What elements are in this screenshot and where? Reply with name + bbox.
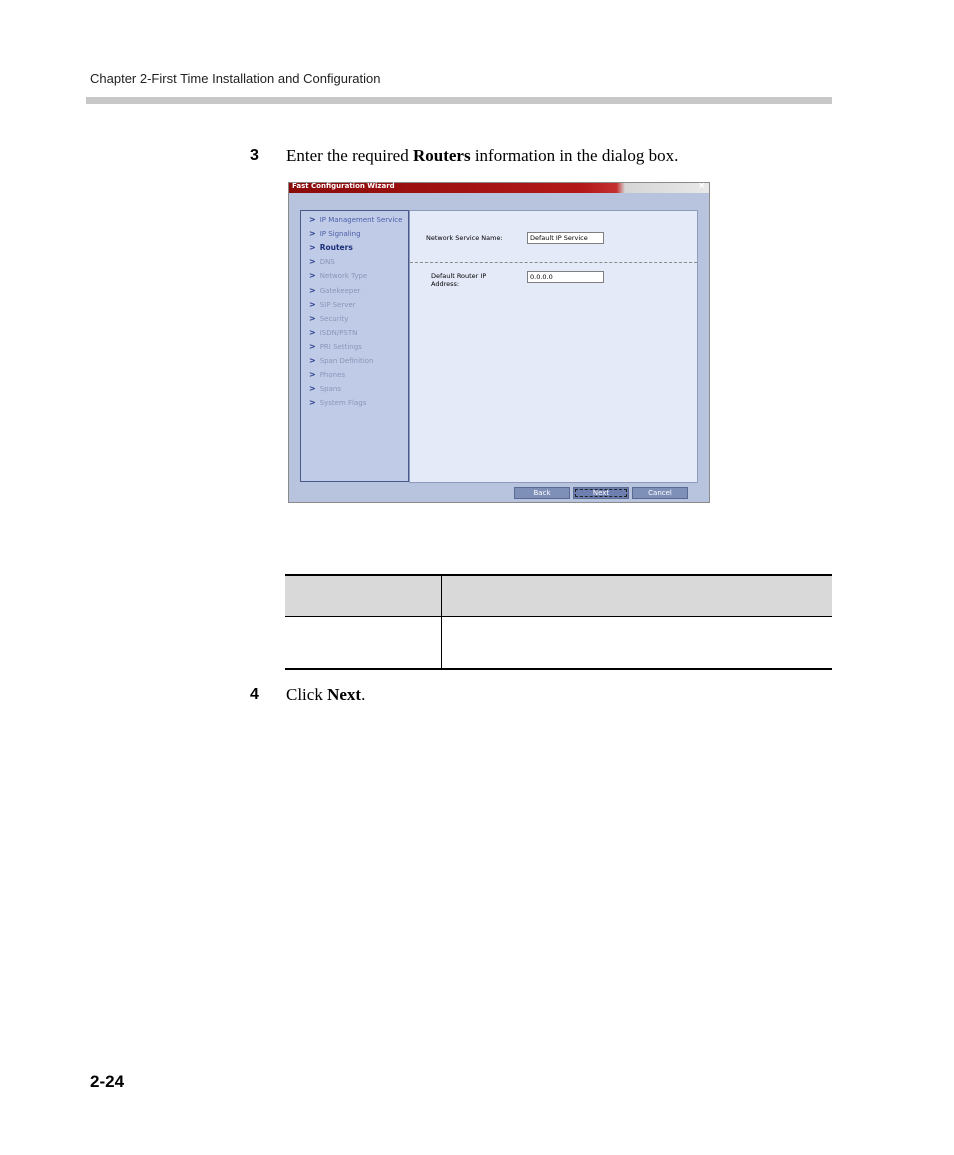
sidebar-item-gatekeeper[interactable]: [309, 286, 361, 295]
sidebar-item-label: ISDN/PSTN: [319, 328, 358, 337]
chevron-right-icon: >: [309, 215, 316, 224]
sidebar-item-network-type[interactable]: [309, 271, 367, 280]
default-router-ip-label-line2: Address:: [431, 280, 460, 288]
chevron-right-icon: >: [309, 299, 316, 309]
sidebar-item-label: Phones: [319, 371, 346, 380]
chevron-right-icon: >: [309, 313, 316, 323]
sidebar-item-phones[interactable]: [309, 370, 345, 379]
sidebar-item-ip-signaling[interactable]: [309, 229, 361, 238]
default-router-ip-input[interactable]: 0.0.0.0: [527, 271, 604, 283]
chevron-right-icon: >: [309, 327, 316, 337]
chevron-right-icon: >: [309, 356, 316, 365]
table-row: [285, 617, 832, 670]
step-text-before: Enter the required: [286, 146, 413, 165]
back-button[interactable]: Back: [514, 487, 570, 499]
step-text-bold: Next: [327, 685, 362, 704]
table-header-row: [285, 574, 832, 617]
sidebar-item-spans[interactable]: [309, 384, 341, 393]
chevron-right-icon: >: [309, 271, 316, 281]
next-button[interactable]: Next: [573, 487, 629, 499]
wizard-steps-sidebar: [300, 210, 409, 482]
sidebar-item-label: IP Management Service: [319, 216, 403, 224]
sidebar-item-label: IP Signaling: [319, 230, 361, 239]
step-number: 4: [250, 686, 259, 703]
sidebar-item-span-definition[interactable]: [309, 356, 373, 365]
sidebar-item-label: Gatekeeper: [319, 286, 361, 295]
sidebar-item-label: PRI Settings: [319, 342, 362, 351]
sidebar-item-sip-server[interactable]: [309, 300, 356, 309]
network-service-name-label: Network Service Name:: [426, 234, 503, 242]
sidebar-item-isdn-pstn[interactable]: [309, 328, 357, 337]
default-router-ip-label-line1: Default Router IP: [431, 272, 487, 280]
header-rule: [86, 97, 832, 104]
section-divider: [410, 262, 697, 263]
sidebar-item-label: Spans: [319, 385, 341, 394]
sidebar-item-label: System Flags: [319, 399, 367, 408]
sidebar-item-label: Network Type: [319, 272, 368, 281]
dialog-title: Fast Configuration Wizard: [292, 182, 395, 190]
default-router-ip-label: [431, 272, 486, 288]
chevron-right-icon: >: [309, 384, 316, 394]
step-number: 3: [250, 147, 259, 164]
fast-configuration-wizard-dialog: [288, 182, 710, 503]
parameters-table: [285, 574, 832, 670]
page-number: 2-24: [90, 1072, 125, 1091]
sidebar-item-ip-management-service[interactable]: [309, 215, 402, 224]
running-header: Chapter 2-First Time Installation and Configuration: [90, 71, 381, 86]
step-text-bold: Routers: [412, 146, 471, 165]
close-icon[interactable]: ×: [698, 181, 706, 191]
sidebar-item-routers[interactable]: [309, 243, 353, 252]
chevron-right-icon: >: [309, 398, 316, 408]
chevron-right-icon: >: [309, 370, 316, 380]
dialog-titlebar: [289, 183, 709, 193]
step-text-before: Click: [286, 685, 328, 704]
step-instruction: [286, 146, 678, 166]
sidebar-item-security[interactable]: [309, 314, 348, 323]
column-separator: [441, 576, 442, 616]
sidebar-item-label: Span Definition: [319, 357, 374, 365]
sidebar-item-label: Routers: [319, 243, 353, 253]
chevron-right-icon: >: [309, 341, 316, 351]
sidebar-item-dns[interactable]: [309, 257, 335, 266]
sidebar-item-system-flags[interactable]: [309, 398, 366, 407]
step-text-after: information in the dialog box.: [470, 146, 679, 165]
chevron-right-icon: >: [309, 229, 316, 239]
routers-panel: [409, 210, 698, 483]
sidebar-item-label: Security: [319, 314, 349, 323]
chevron-right-icon: >: [309, 285, 316, 295]
step-instruction: [286, 685, 365, 705]
cancel-button[interactable]: Cancel: [632, 487, 688, 499]
sidebar-item-label: SIP Server: [319, 300, 356, 309]
step-text-after: .: [361, 685, 366, 704]
chevron-right-icon: >: [309, 243, 316, 253]
sidebar-item-pri-settings[interactable]: [309, 342, 362, 351]
chevron-right-icon: >: [309, 257, 316, 267]
network-service-name-input[interactable]: Default IP Service: [527, 232, 604, 244]
sidebar-item-label: DNS: [319, 258, 335, 267]
column-separator: [441, 617, 442, 668]
